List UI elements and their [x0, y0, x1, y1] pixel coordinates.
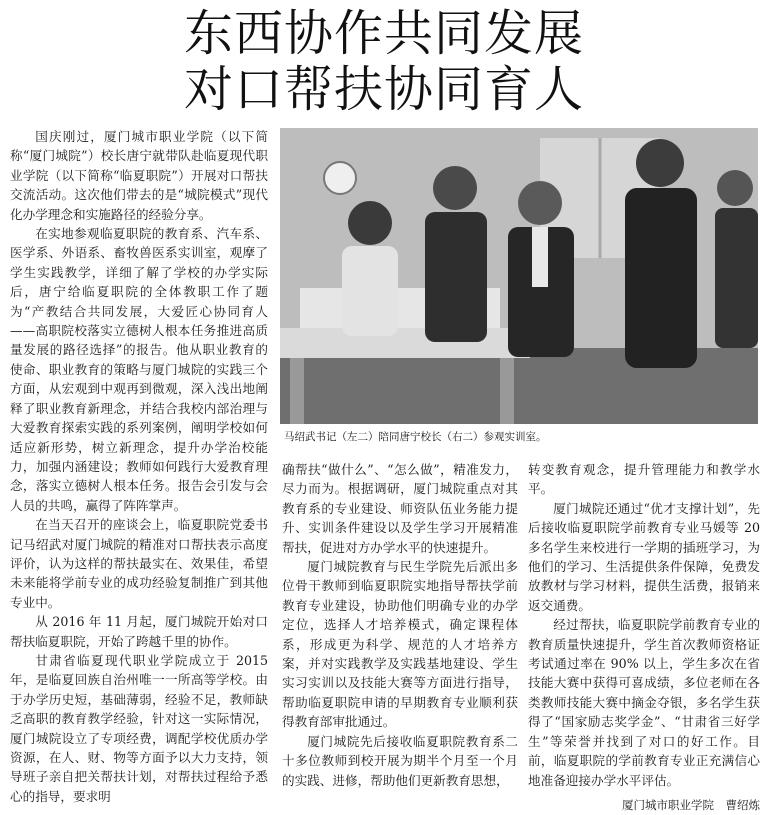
- lab-table: [280, 328, 530, 358]
- article-paragraph: 甘肃省临夏现代职业学院成立于 2015 年，是临夏回族自治州唯一一所高等学校。由于办学历史短，基础薄弱，经验不足，教师缺乏高职的教育教学经验，针对这一实际情况，厦门城院设立了专项经费，调配学校优质办学资源，在人、财、物等方面予以大力支持，领导班子亲自把关帮扶计划，对帮扶过程给予悉心的指导，要求明: [10, 652, 268, 804]
- photo-caption: 马绍武书记（左二）陪同唐宁校长（右二）参观实训室。: [284, 431, 547, 443]
- article-paragraph: 厦门城院教育与民生学院先后派出多位骨干教师到临夏职院实地指导帮扶学前教育专业建设，协助他们明确专业的办学定位，选择人才培养模式，确定课程体系，形成更为科学、规范的人才培养方案，并对实践教学及实践基地建设、学生实习实训以及技能大赛等方面进行指导，帮助临夏职院申请的早期教育专业顺利获得教育部审批通过。: [282, 559, 518, 730]
- article-paragraph: 经过帮扶，临夏职院学前教育专业的教育质量快速提升，学生首次教师资格证考试通过率在 90% 以上，学生多次在省技能大赛中获得可喜成绩，多位老师在各类教师技能大赛中摘金夺银，多名学生获得了“国家励志奖学金”、“甘肃省三好学生”等荣誉并找到了对口的好工作。目前，临夏职院的学前教育专业正充满信心地准备迎接办学水平评估。: [528, 617, 760, 788]
- article-paragraph: 厦门城院还通过“优才支撑计划”，先后接收临夏职院学前教育专业马媛等 20 多名学生来校进行一学期的插班学习，为他们的学习、生活提供条件保障，免费发放教材与学习材料，提供生活费，报销来返交通费。: [528, 500, 760, 613]
- article-paragraph: 从 2016 年 11 月起，厦门城院开始对口帮扶临夏职院，开始了跨越千里的协作。: [10, 614, 268, 649]
- article-column-right: [528, 460, 760, 815]
- wall-clock: [324, 162, 356, 194]
- article-column-middle: [282, 460, 518, 790]
- lab-visit-photo-illustration: [280, 128, 758, 424]
- article-paragraph: 在实地参观临夏职院的教育系、汽车系、医学系、外语系、畜牧兽医系实训室，观摩了学生实践教学，详细了解了学校的办学实际后，唐宁给临夏职院的全体教职工作了题为“产教结合共同发展，大爱匠心协同育人——高职院校落实立德树人根本任务推进高质量发展的路径选择”的报告。他从职业教育的使命、职业教育的策略与厦门城院的实践三个方面，从宏观到中观再到微观，深入浅出地阐释了职业教育新理念，并结合我校内部治理与大爱教育探索实践的系列案例，阐明学校如何适应新形势，树立新理念，提升办学治校能力，加强内涵建设；教师如何践行大爱教育理念，落实立德树人根本任务。报告会引发与会人员的共鸣，赢得了阵阵掌声。: [10, 226, 268, 513]
- article-paragraph: 国庆刚过，厦门城市职业学院（以下简称“厦门城院”）校长唐宁就带队赴临夏现代职业学院（以下简称“临夏职院”）开展对口帮扶交流活动。这次他们带去的是“城院模式”现代化办学理念和实施路径的经验分享。: [10, 129, 268, 222]
- article-paragraph: 厦门城院先后接收临夏职院教育系二十多位教师到校开展为期半个月至一个月的实践、进修，帮助他们更新教育思想，: [282, 733, 518, 788]
- news-photo: [280, 128, 758, 424]
- headline-line-2: 对口帮扶协同育人: [183, 61, 584, 118]
- article-paragraph: 在当天召开的座谈会上，临夏职院党委书记马绍武对厦门城院的精准对口帮扶表示高度评价，认为这样的帮扶最实在、效果佳，希望未来能将学前专业的成功经验复制推广到其他专业中。: [10, 517, 268, 610]
- article-paragraph: 转变教育观念，提升管理能力和教学水平。: [528, 462, 760, 497]
- article-byline: 厦门城市职业学院 曹绍炼: [622, 797, 760, 812]
- person-woman: [342, 201, 398, 336]
- article-column-left: [10, 127, 268, 806]
- article-paragraph: 确帮扶“做什么”、“怎么做”，精准发力，尽力而为。根据调研，厦门城院重点对其教育系的专业建设、师资队伍业务能力提升、实训条件建设以及学生学习开展精准帮扶，促进对方办学水平的快速提升。: [282, 462, 518, 555]
- headline-line-1: 东西协作共同发展: [183, 5, 584, 62]
